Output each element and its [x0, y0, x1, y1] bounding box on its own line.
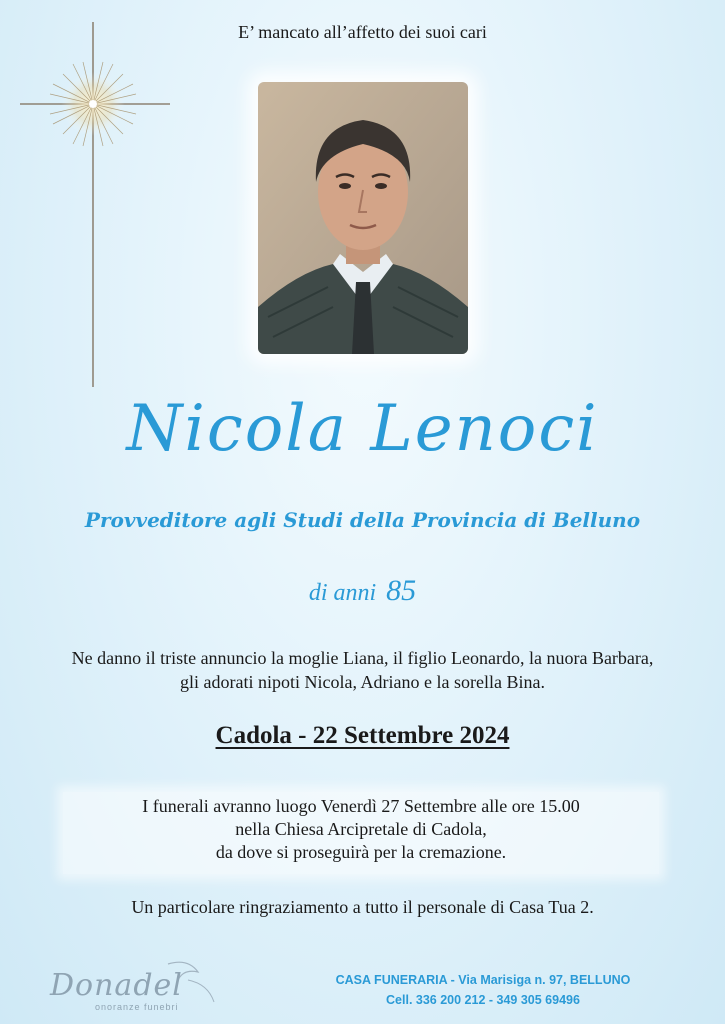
age-line	[0, 574, 725, 608]
age-value: 85	[386, 574, 417, 607]
deceased-name: Nicola Lenoci	[126, 392, 599, 466]
deceased-role: Provveditore agli Studi della Provincia di Belluno	[84, 508, 641, 532]
star-cross-icon	[20, 22, 170, 387]
funeral-home-phones: Cell. 336 200 212 - 349 305 69496	[386, 993, 580, 1007]
logo-name: Donadel	[50, 968, 183, 1003]
funeral-home-address: CASA FUNERARIA - Via Marisiga n. 97, BELLUNO	[335, 973, 631, 987]
portrait-photo	[258, 82, 468, 354]
funeral-details-box	[63, 792, 659, 874]
announcement	[0, 646, 725, 694]
place-date-text: Cadola - 22 Settembre 2024	[215, 722, 510, 749]
intro-line: E’ mancato all’affetto dei suoi cari	[238, 22, 487, 42]
place-date	[0, 722, 725, 750]
funeral-line-2: nella Chiesa Arcipretale di Cadola,	[235, 819, 487, 839]
announcement-line-1: Ne danno il triste annuncio la moglie Liana, il figlio Leonardo, la nuora Barbara,	[71, 648, 654, 668]
thanks-line: Un particolare ringraziamento a tutto il personale di Casa Tua 2.	[131, 897, 594, 917]
funeral-line-3: da dove si proseguirà per la cremazione.	[215, 842, 507, 862]
funeral-home-contact	[318, 970, 648, 1010]
funeral-line-1: I funerali avranno luogo Venerdì 27 Settembre alle ore 15.00	[142, 796, 580, 816]
age-prefix: di anni	[308, 580, 377, 606]
announcement-line-2: gli adorati nipoti Nicola, Adriano e la sorella Bina.	[180, 672, 545, 692]
logo-tagline: onoranze funebri	[95, 1002, 179, 1012]
